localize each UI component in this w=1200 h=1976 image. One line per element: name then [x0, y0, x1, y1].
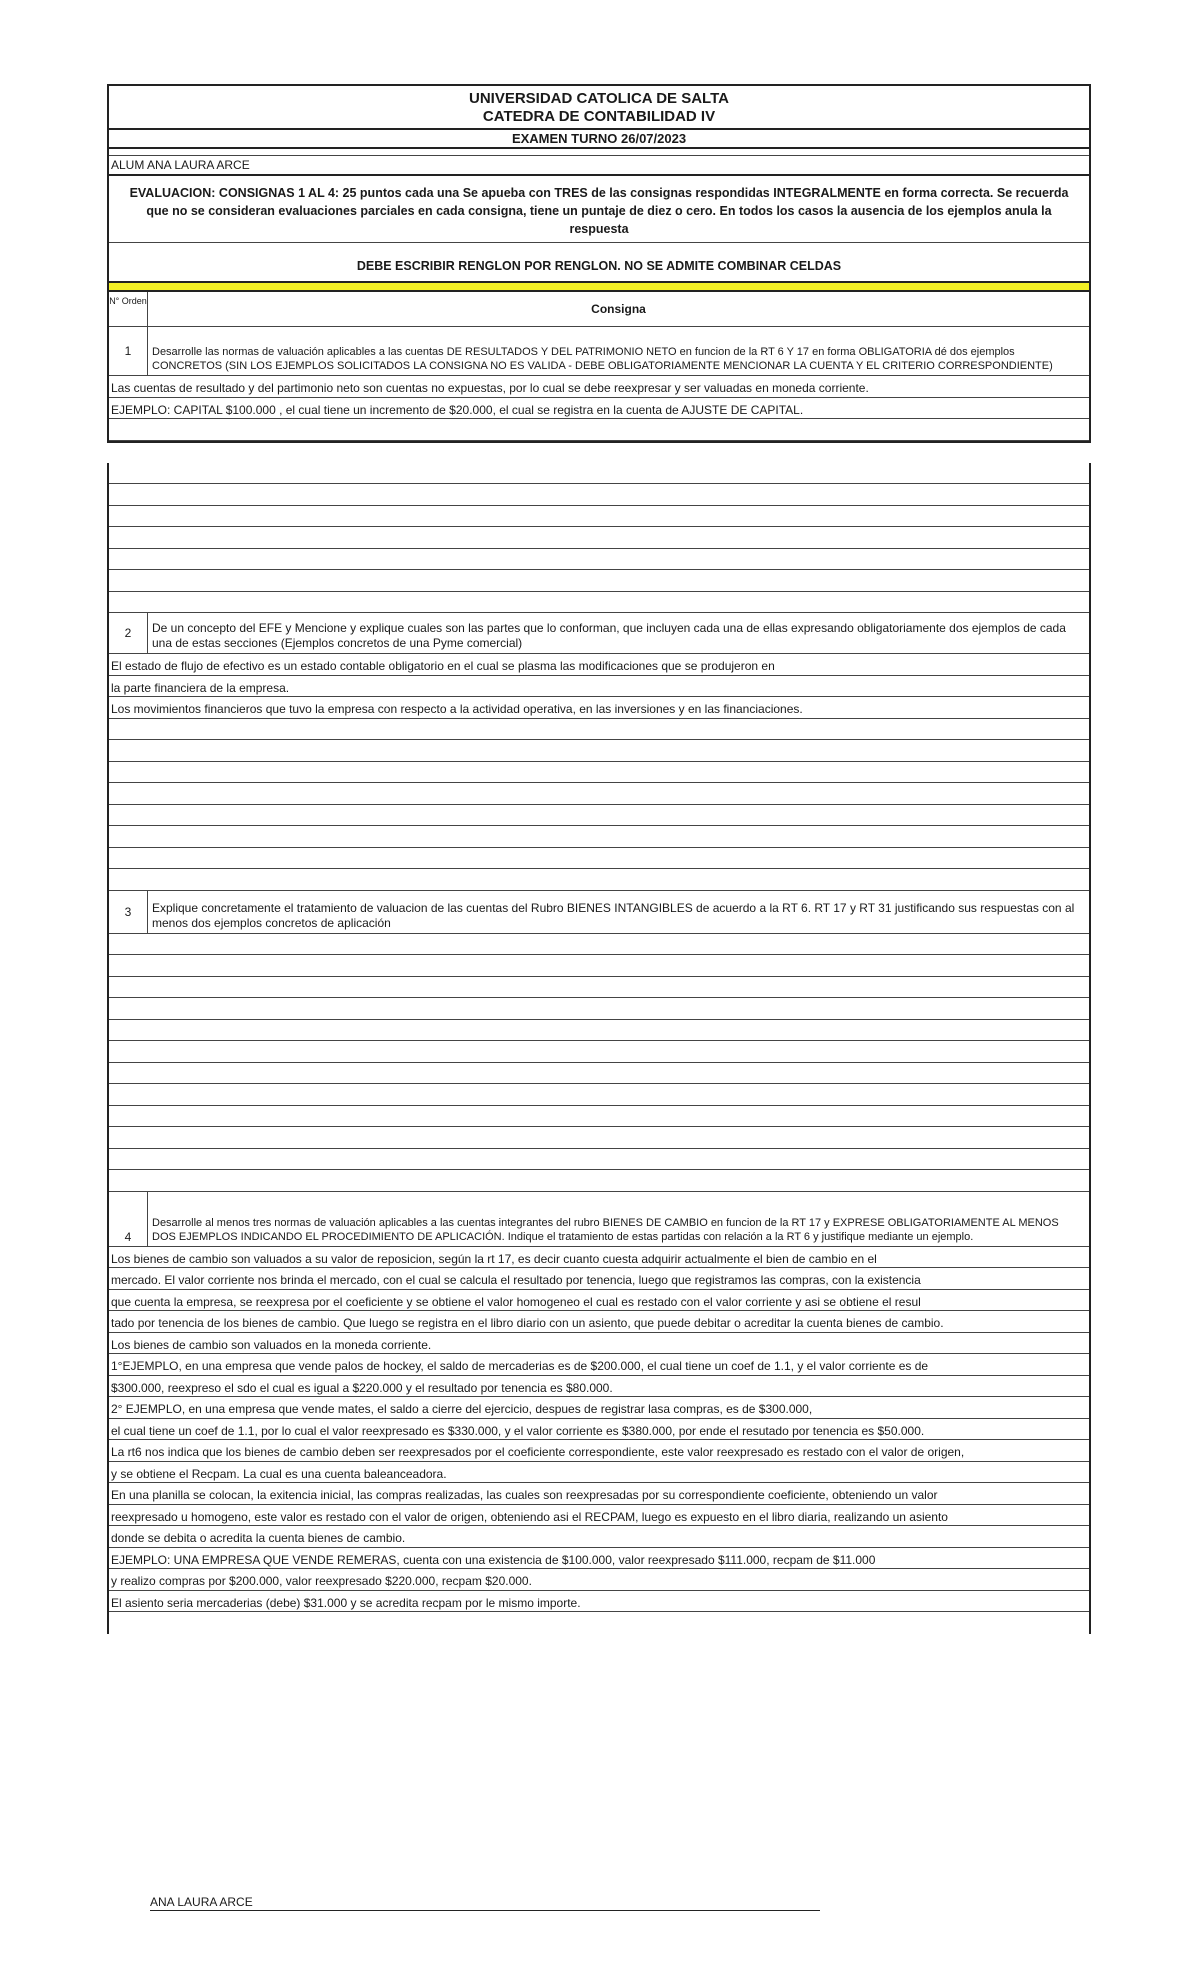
answer-line[interactable]: la parte financiera de la empresa.: [109, 676, 1089, 698]
answer-line[interactable]: [109, 1106, 1089, 1128]
answer-line[interactable]: 2° EJEMPLO, en una empresa que vende mates, el saldo a cierre del ejercicio, despues de registrar lasa compras, es de $300.000,: [109, 1397, 1089, 1419]
sheet-tail: [109, 1612, 1089, 1634]
answer-line[interactable]: [109, 463, 1089, 485]
answer-line[interactable]: [109, 1170, 1089, 1192]
answer-line[interactable]: [109, 570, 1089, 592]
answer-line[interactable]: 1°EJEMPLO, en una empresa que vende palos de hockey, el saldo de mercaderias es de $200.000, el cual tiene un coef de 1.1, y el valor corriente es de: [109, 1354, 1089, 1376]
question-number: 3: [109, 891, 148, 933]
answer-line[interactable]: [109, 527, 1089, 549]
answer-line[interactable]: EJEMPLO: UNA EMPRESA QUE VENDE REMERAS, cuenta con una existencia de $100.000, valor reexpresado $111.000, recpam de $11.000: [109, 1548, 1089, 1570]
section-gap: [107, 441, 1091, 463]
answer-line[interactable]: el cual tiene un coef de 1.1, por lo cual el valor reexpresado es $330.000, y el valor corriente es $380.000, por ende el resutado por tenencia es $50.000.: [109, 1419, 1089, 1441]
table-header: [109, 292, 1089, 327]
answer-line[interactable]: [109, 719, 1089, 741]
answer-line[interactable]: mercado. El valor corriente nos brinda el mercado, con el cual se calcula el resultado por tenencia, luego que registramos las compras, con la existencia: [109, 1268, 1089, 1290]
answer-line[interactable]: [109, 977, 1089, 999]
answer-line[interactable]: [109, 484, 1089, 506]
answer-line[interactable]: [109, 783, 1089, 805]
header-block: [109, 86, 1089, 128]
answer-line[interactable]: [109, 549, 1089, 571]
answer-line[interactable]: [109, 1020, 1089, 1042]
answer-line[interactable]: tado por tenencia de los bienes de cambio. Que luego se registra en el libro diario con un asiento, que puede debitar o acreditar la cuenta bienes de cambio.: [109, 1311, 1089, 1333]
question-row: [109, 891, 1089, 934]
chair-title: CATEDRA DE CONTABILIDAD IV: [482, 108, 716, 125]
question-number: 4: [109, 1192, 148, 1246]
signature-line: ANA LAURA ARCE: [150, 1894, 820, 1911]
student-name-cell[interactable]: ALUM ANA LAURA ARCE: [109, 155, 1089, 176]
question-row: [109, 613, 1089, 654]
header-number: N° Orden: [109, 292, 148, 326]
answer-line[interactable]: [109, 1063, 1089, 1085]
answer-line[interactable]: Los movimientos financieros que tuvo la empresa con respecto a la actividad operativa, en las inversiones y en las financiaciones.: [109, 697, 1089, 719]
answer-line[interactable]: [109, 1041, 1089, 1063]
answer-line[interactable]: [109, 869, 1089, 891]
answer-line[interactable]: [109, 955, 1089, 977]
question-text: De un concepto del EFE y Mencione y explique cuales son las partes que lo conforman, que incluyen cada una de ellas expresando obligatoriamente dos ejemplos de cada una de estas secciones (Ejemplos concretos de una Pyme comercial): [152, 621, 1066, 650]
answer-line[interactable]: EJEMPLO: CAPITAL $100.000 , el cual tiene un incremento de $20.000, el cual se registra en la cuenta de AJUSTE DE CAPITAL.: [109, 398, 1089, 420]
answer-line[interactable]: [109, 1127, 1089, 1149]
question-row: [109, 1192, 1089, 1247]
question-row: [109, 327, 1089, 376]
question-text: Desarrolle al menos tres normas de valuación aplicables a las cuentas integrantes del rubro BIENES DE CAMBIO en funcion de la RT 17 y EXPRESE OBLIGATORIAMENTE AL MENOS DOS EJEMPLOS INDICANDO EL PROCEDIMIENTO DE APLICACIÓN. Indique el tratamiento de estas partidas con relación a la RT 6 y justifique mediante un ejemplo.: [152, 1216, 1059, 1243]
evaluation-instructions: EVALUACION: CONSIGNAS 1 AL 4: 25 puntos cada una Se apueba con TRES de las consignas respondidas INTEGRALMENTE en forma correcta. Se recuerda que no se consideran evaluaciones parciales en cada consigna, tiene un puntaje de diez o cero. En todos los casos la ausencia de los ejemplos anula la respuesta: [109, 176, 1089, 243]
answer-line[interactable]: y realizo compras por $200.000, valor reexpresado $220.000, recpam $20.000.: [109, 1569, 1089, 1591]
answer-line[interactable]: donde se debita o acredita la cuenta bienes de cambio.: [109, 1526, 1089, 1548]
question-text: Explique concretamente el tratamiento de valuacion de las cuentas del Rubro BIENES INTANGIBLES de acuerdo a la RT 6. RT 17 y RT 31 justificando sus respuestas con al menos dos ejemplos concretos de aplicación: [152, 900, 1075, 930]
answer-line[interactable]: Las cuentas de resultado y del partimonio neto son cuentas no expuestas, por lo cual se debe reexpresar y ser valuadas en moneda corriente.: [109, 376, 1089, 398]
answer-line[interactable]: En una planilla se colocan, la exitencia inicial, las compras realizadas, las cuales son reexpresadas por su correspondiente coeficiente, obteniendo un valor: [109, 1483, 1089, 1505]
answer-line[interactable]: [109, 826, 1089, 848]
answer-line[interactable]: [109, 762, 1089, 784]
answer-line[interactable]: Los bienes de cambio son valuados a su valor de reposicion, según la rt 17, es decir cuanto cuesta adquirir actualmente el bien de cambio en el: [109, 1247, 1089, 1269]
question-text: Desarrolle las normas de valuación aplicables a las cuentas DE RESULTADOS Y DEL PATRIMONIO NETO en funcion de la RT 6 Y 17 en forma OBLIGATORIA dé dos ejemplos CONCRETOS (SIN LOS EJEMPLOS SOLICITADOS LA CONSIGNA NO ES VALIDA - DEBE OBLIGATORIAMENTE MENCIONAR LA CUENTA Y EL CRITERIO CORRESPONDIENTE): [152, 346, 1053, 372]
answer-line[interactable]: [109, 740, 1089, 762]
answer-line[interactable]: [109, 1149, 1089, 1171]
answer-line[interactable]: [109, 998, 1089, 1020]
answer-line[interactable]: [109, 1084, 1089, 1106]
answer-line[interactable]: [109, 506, 1089, 528]
yellow-separator: [109, 281, 1089, 292]
answer-line[interactable]: [109, 592, 1089, 614]
answer-line[interactable]: [109, 934, 1089, 956]
exam-title: EXAMEN TURNO 26/07/2023: [109, 128, 1089, 149]
answer-line[interactable]: [109, 848, 1089, 870]
university-title: UNIVERSIDAD CATOLICA DE SALTA: [468, 90, 729, 107]
answer-line[interactable]: [109, 419, 1089, 441]
answer-line[interactable]: La rt6 nos indica que los bienes de cambio deben ser reexpresados por el coeficiente correspondiente, este valor reexpresado es restado con el valor de origen,: [109, 1440, 1089, 1462]
question-number: 1: [109, 327, 148, 375]
answer-line[interactable]: que cuenta la empresa, se reexpresa por el coeficiente y se obtiene el valor homogeneo el cual es restado con el valor corriente y asi se obtiene el resul: [109, 1290, 1089, 1312]
answer-line[interactable]: El asiento seria mercaderias (debe) $31.000 y se acredita recpam por le mismo importe.: [109, 1591, 1089, 1613]
answer-line[interactable]: y se obtiene el Recpam. La cual es una cuenta baleanceadora.: [109, 1462, 1089, 1484]
question-number: 2: [109, 613, 148, 653]
answer-line[interactable]: [109, 805, 1089, 827]
answer-line[interactable]: reexpresado u homogeno, este valor es restado con el valor de origen, obteniendo asi el RECPAM, luego es expuesto en el libro diaria, realizando un asiento: [109, 1505, 1089, 1527]
header-consigna: Consigna: [591, 302, 646, 316]
answer-line[interactable]: $300.000, reexpreso el sdo el cual es igual a $220.000 y el resultado por tenencia es $80.000.: [109, 1376, 1089, 1398]
answer-line[interactable]: El estado de flujo de efectivo es un estado contable obligatorio en el cual se plasma las modificaciones que se produjeron en: [109, 654, 1089, 676]
writing-rule: DEBE ESCRIBIR RENGLON POR RENGLON. NO SE ADMITE COMBINAR CELDAS: [356, 259, 842, 273]
answer-line[interactable]: Los bienes de cambio son valuados en la moneda corriente.: [109, 1333, 1089, 1355]
exam-sheet: [107, 84, 1091, 1634]
